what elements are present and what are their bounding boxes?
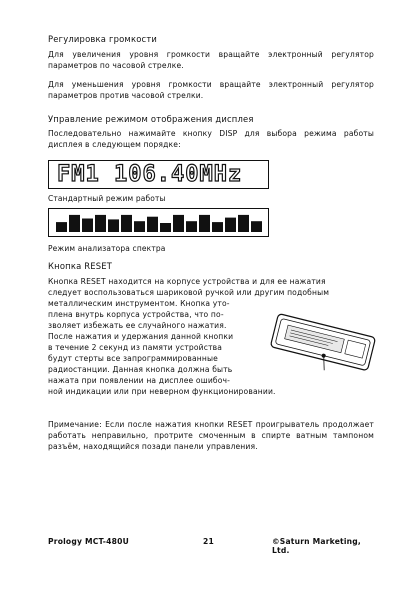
footer-model: Prology MCT-480U <box>48 537 129 546</box>
volume-para-1: Для увеличения уровня громкости вращайте электронный регулятор параметров по часовой стрелке. <box>48 50 374 71</box>
reset-heading: Кнопка RESET <box>48 261 113 271</box>
front-panel-illustration <box>266 303 378 389</box>
reset-wrap-line: в течение 2 секунд из памяти устройства <box>48 343 223 352</box>
lcd-frequency-text: FM1 106.40MHz <box>57 162 243 187</box>
footer-copyright: ©Saturn Marketing, Ltd. <box>272 537 361 555</box>
spectrum-bar <box>186 221 197 232</box>
spectrum-bar <box>147 217 158 232</box>
spectrum-bar <box>225 218 236 232</box>
display-heading: Управление режимом отображения дисплея <box>48 114 254 124</box>
spectrum-bar <box>212 222 223 232</box>
volume-para-2: Для уменьшения уровня громкости вращайте электронный регулятор параметров против часовой стрелки. <box>48 80 374 101</box>
reset-wrap-line: После нажатия и удержания данной кнопки <box>48 332 234 341</box>
spectrum-bar <box>95 215 106 232</box>
volume-heading: Регулировка громкости <box>48 34 158 44</box>
reset-line-1: Кнопка RESET находится на корпусе устройства и для ее нажатия <box>48 277 326 286</box>
spectrum-bar <box>238 215 249 232</box>
caption-spectrum-mode: Режим анализатора спектра <box>48 244 166 253</box>
lcd-standard-mode <box>48 160 269 189</box>
note-text: Примечание: Если после нажатия кнопки RESET проигрыватель продолжает работать неправильно, протрите смоченным в спирте ватным тампоном разъём, находящийся позади панели управления. <box>48 420 374 452</box>
spectrum-bar <box>173 215 184 232</box>
spectrum-bar <box>69 215 80 232</box>
reset-wrap-line: зволяет избежать ее случайного нажатия. <box>48 321 227 330</box>
spectrum-bar <box>199 215 210 232</box>
spectrum-bar <box>160 223 171 232</box>
spectrum-bar <box>134 221 145 232</box>
spectrum-bars <box>55 214 263 232</box>
reset-wrap-line: плена внутрь корпуса устройства, что по- <box>48 310 224 319</box>
reset-wrap-line: нажата при появлении на дисплее ошибоч- <box>48 376 231 385</box>
spectrum-bar <box>251 221 262 232</box>
spectrum-bar <box>108 219 119 232</box>
spectrum-bar <box>82 219 93 233</box>
lcd-spectrum-mode <box>48 208 269 237</box>
manual-page <box>48 0 374 595</box>
reset-line-2: следует воспользоваться шариковой ручкой или другим подобным <box>48 288 330 297</box>
spectrum-bar <box>56 222 67 232</box>
reset-wrap-line: металлическим инструментом. Кнопка уто- <box>48 299 230 308</box>
reset-wrap-line: радиостанции. Данная кнопка должна быть <box>48 365 233 374</box>
spectrum-bar <box>121 215 132 232</box>
reset-wrap-line: будут стерты все запрограммированные <box>48 354 218 363</box>
footer-page-number: 21 <box>203 537 214 546</box>
display-para: Последовательно нажимайте кнопку DISP для выбора режима работы дисплея в следующем порядке: <box>48 129 374 150</box>
caption-standard-mode: Стандартный режим работы <box>48 194 166 203</box>
reset-last-line: ной индикации или при неверном функционировании. <box>48 387 276 396</box>
